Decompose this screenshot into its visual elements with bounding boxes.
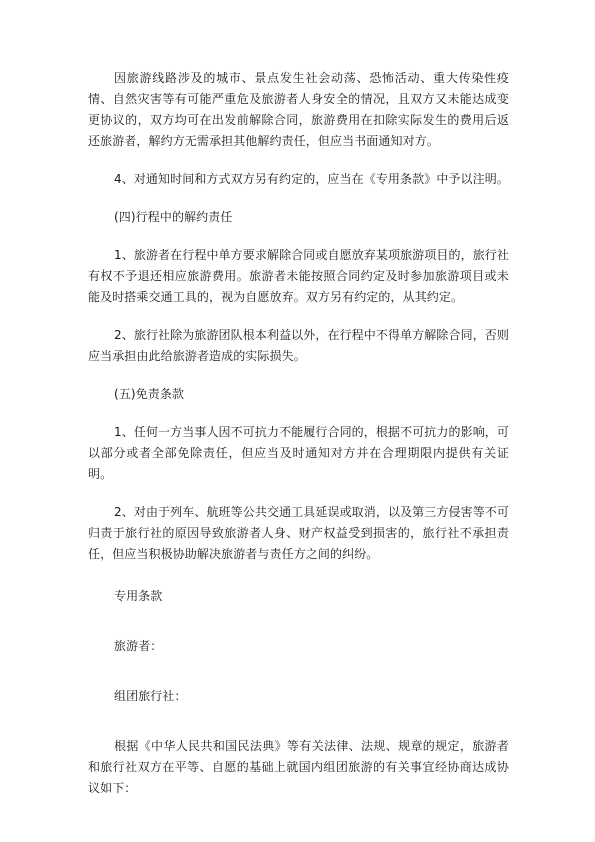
label-organizing-agency: 组团旅行社： xyxy=(114,689,187,703)
section-heading-special-terms: 专用条款 xyxy=(114,589,163,603)
section-heading-in-trip-termination: (四)行程中的解约责任 xyxy=(114,210,233,224)
paragraph-agency-termination: 2、旅行社除为旅游团队根本利益以外，在行程中不得单方解除合同，否则应当承担由此给旅游者造成的实际损失。 xyxy=(88,328,509,363)
paragraph-force-majeure-termination: 因旅游线路涉及的城市、景点发生社会动荡、恐怖活动、重大传染性疫情、自然灾害等有可能严重危及旅游者人身安全的情况，且双方又未能达成变更协议的，双方均可在出发前解除合同，旅游费用在扣除实际发生的费用后返还旅游者，解约方无需承担其他解约责任，但应当书面通知对方。 xyxy=(88,71,509,148)
section-heading-exemption-clause: (五)免责条款 xyxy=(114,387,185,401)
paragraph-transport-delay-exemption: 2、对由于列车、航班等公共交通工具延误或取消，以及第三方侵害等不可归责于旅行社的原因导致旅游者人身、财产权益受到损害的，旅行社不承担责任，但应当积极协助解决旅游者与责任方之间的纠纷。 xyxy=(88,505,509,561)
paragraph-notice-terms: 4、对通知时间和方式双方另有约定的，应当在《专用条款》中予以注明。 xyxy=(114,172,509,186)
label-tourist: 旅游者： xyxy=(114,639,163,653)
paragraph-force-majeure-exemption: 1、任何一方当事人因不可抗力不能履行合同的，根据不可抗力的影响，可以部分或者全部免除责任，但应当及时通知对方并在合理期限内提供有关证明。 xyxy=(88,425,509,481)
paragraph-tourist-unilateral-termination: 1、旅游者在行程中单方要求解除合同或自愿放弃某项旅游项目的，旅行社有权不予退还相应旅游费用。旅游者未能按照合同约定及时参加旅游项目或未能及时搭乘交通工具的，视为自愿放弃。双方另有约定的，从其约定。 xyxy=(88,248,509,304)
paragraph-agreement-preamble: 根据《中华人民共和国民法典》等有关法律、法规、规章的规定，旅游者和旅行社双方在平等、自愿的基础上就国内组团旅游的有关事宜经协商达成协议如下： xyxy=(88,739,509,795)
